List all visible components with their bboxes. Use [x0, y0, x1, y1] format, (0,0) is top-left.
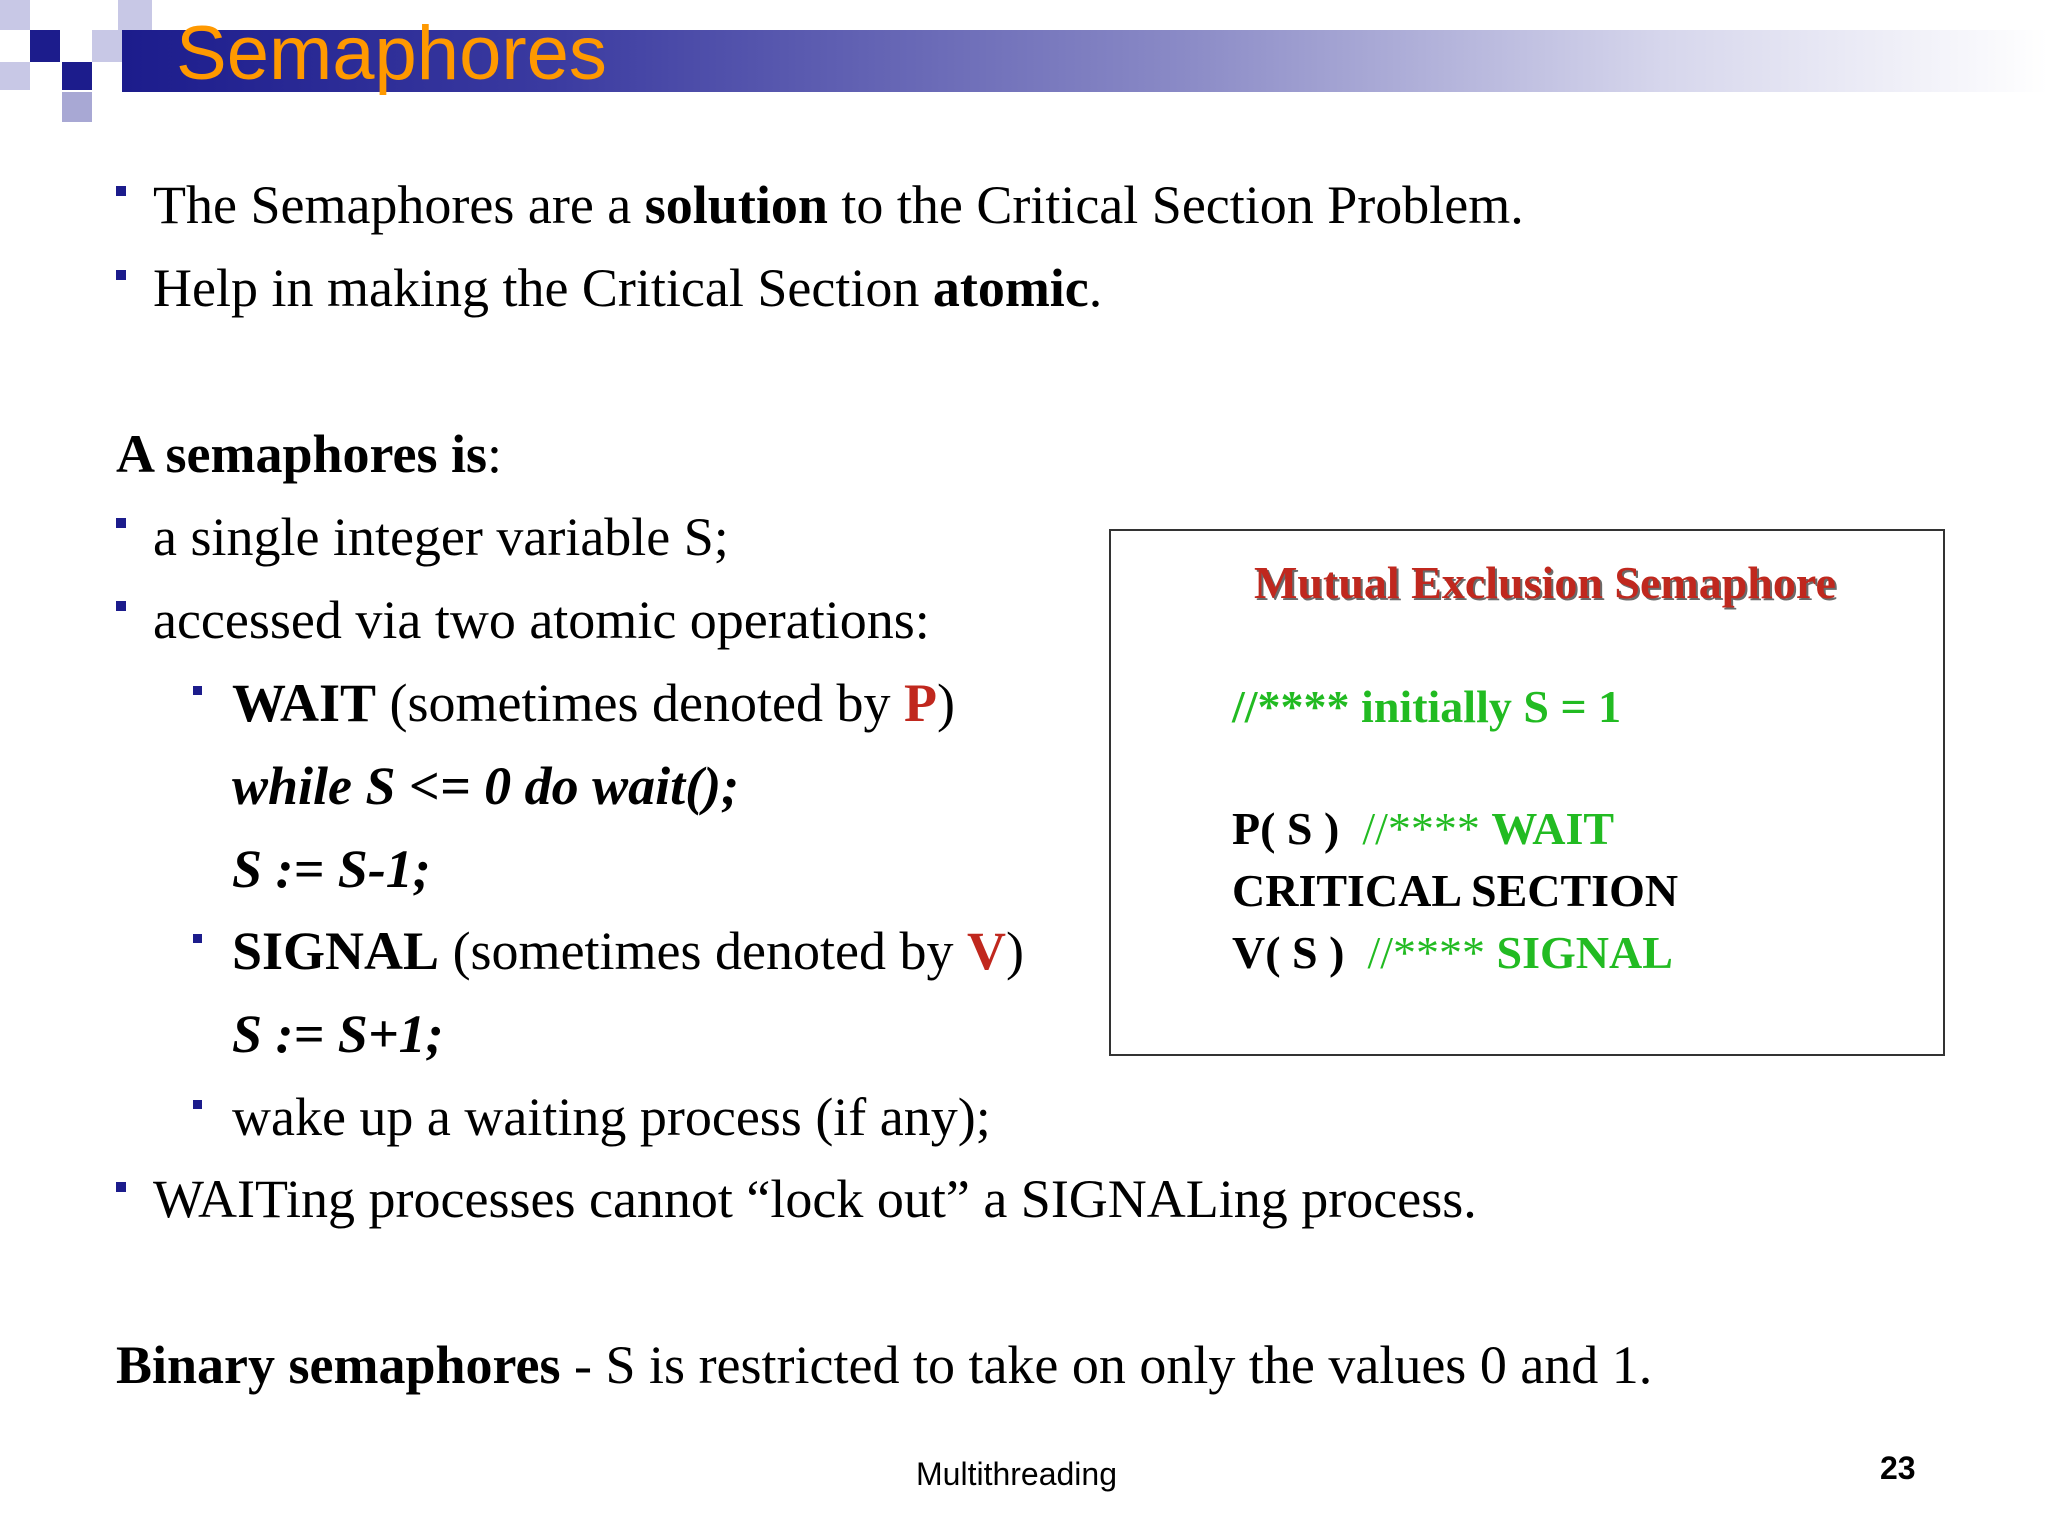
bullet-solution-bold: solution: [644, 175, 828, 235]
signal-code-increment: S := S+1;: [232, 1004, 444, 1064]
definition-bold: A semaphores is: [116, 424, 488, 484]
box-p-comment: //****: [1362, 803, 1492, 854]
wait-close: ): [936, 673, 955, 733]
bullet-atomic: [153, 258, 1103, 318]
sub-bullet-icon: [193, 934, 202, 943]
bullet-atomic-bold: atomic: [932, 258, 1089, 318]
binary-semaphores-line: [116, 1335, 1653, 1395]
sub-bullet-icon: [193, 686, 202, 695]
definition-heading: [116, 424, 503, 484]
corner-square-navy-1: [30, 30, 60, 62]
corner-square-lavender-4: [0, 62, 30, 90]
box-v-comment: //****: [1367, 927, 1497, 978]
box-v-label: SIGNAL: [1496, 927, 1673, 978]
footer-text: Multithreading: [916, 1456, 1117, 1492]
slide-title: Semaphores: [176, 11, 607, 96]
bullet-atomic-post: .: [1088, 258, 1103, 318]
page-number: 23: [1880, 1450, 1916, 1486]
wait-name: WAIT: [232, 673, 377, 733]
box-critical-section: CRITICAL SECTION: [1232, 865, 1679, 916]
bullet-icon: [116, 270, 126, 280]
bullet-icon: [116, 1182, 126, 1192]
corner-square-lavender-1: [0, 0, 30, 30]
signal-desc: (sometimes denoted by: [439, 921, 967, 981]
def-bullet-variable: a single integer variable S;: [153, 507, 729, 567]
box-init-comment: //**** initially S = 1: [1232, 681, 1622, 732]
definition-post: :: [487, 424, 503, 484]
corner-square-lavender-2: [118, 0, 152, 30]
wake-line: wake up a waiting process (if any);: [232, 1087, 991, 1147]
bullet-solution-pre: The Semaphores are a: [153, 175, 645, 235]
bullet-icon: [116, 186, 126, 196]
corner-square-lavender-3: [92, 30, 122, 62]
wait-code-decrement: S := S-1;: [232, 839, 431, 899]
bullet-solution: [153, 175, 1524, 235]
wait-desc: (sometimes denoted by: [376, 673, 904, 733]
box-p-line: [1232, 803, 1615, 854]
box-v-line: [1232, 927, 1673, 978]
binary-bold: Binary semaphores: [116, 1335, 561, 1395]
bullet-atomic-pre: Help in making the Critical Section: [153, 258, 933, 318]
lockout-line: WAITing processes cannot “lock out” a SIGNALing process.: [153, 1169, 1477, 1229]
signal-name: SIGNAL: [232, 921, 440, 981]
corner-square-navy-2: [62, 62, 92, 90]
corner-square-lavender-5: [62, 92, 92, 122]
signal-close: ): [1005, 921, 1024, 981]
wait-letter: P: [903, 673, 937, 733]
box-p-label: WAIT: [1491, 803, 1615, 854]
bullet-icon: [116, 601, 126, 611]
sub-bullet-icon: [193, 1100, 202, 1109]
box-p-code: P( S ): [1232, 803, 1340, 854]
box-v-code: V( S ): [1232, 927, 1345, 978]
wait-line: [232, 673, 955, 733]
signal-letter: V: [966, 921, 1006, 981]
binary-post: - S is restricted to take on only the values 0 and 1.: [560, 1335, 1653, 1395]
wait-code-while: while S <= 0 do wait();: [232, 756, 740, 816]
signal-line: [232, 921, 1024, 981]
bullet-icon: [116, 518, 126, 528]
bullet-solution-post: to the Critical Section Problem.: [827, 175, 1524, 235]
box-title: Mutual Exclusion Semaphore: [1254, 557, 1836, 608]
def-bullet-operations: accessed via two atomic operations:: [153, 590, 930, 650]
